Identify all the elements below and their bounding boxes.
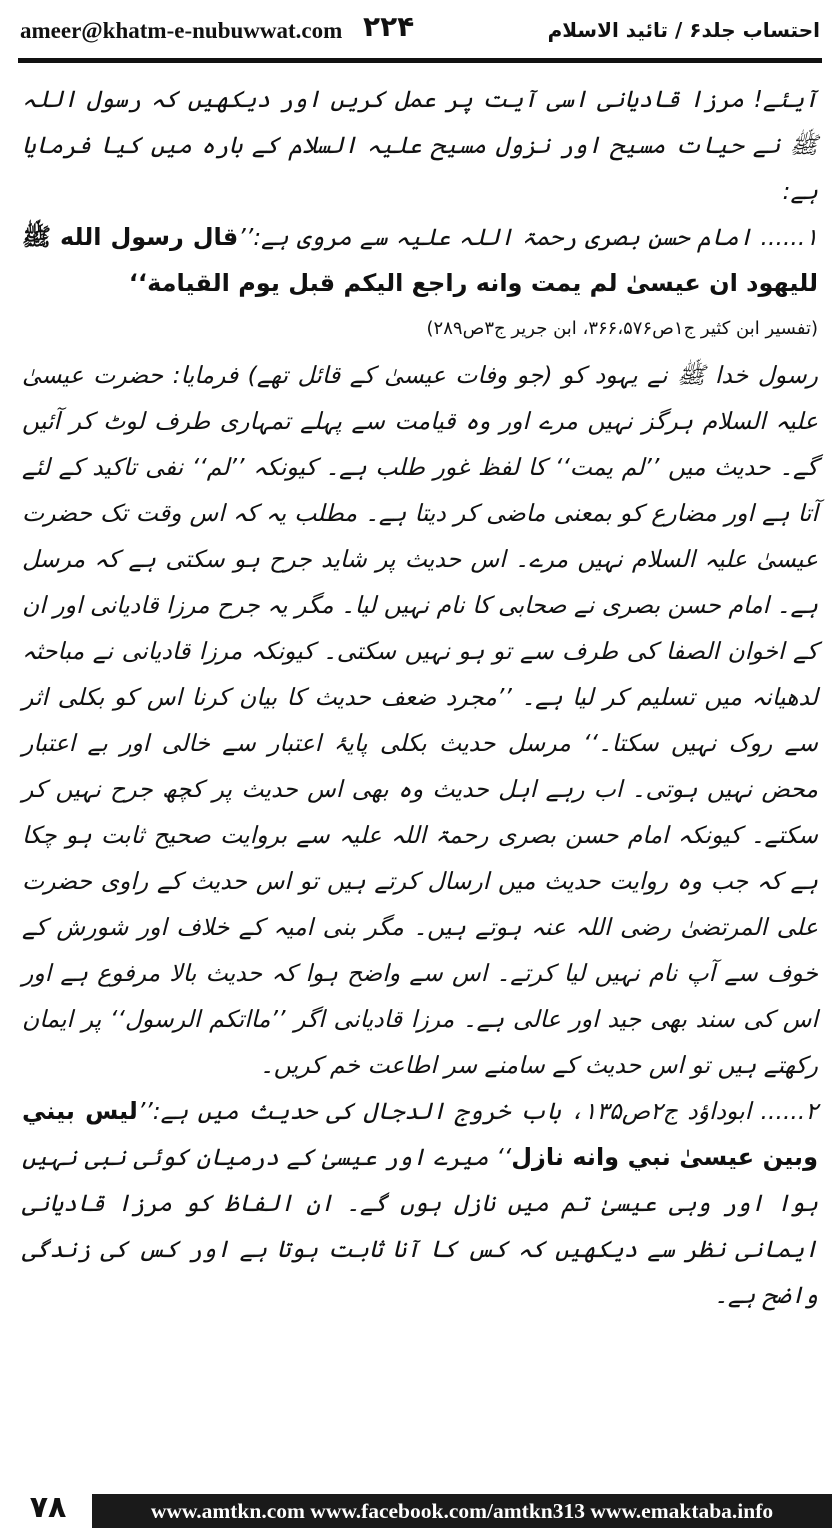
page-header (18, 10, 822, 56)
commentary-paragraph: رسول خدا ﷺ نے یہود کو (جو وفات عیسیٰ کے قائل تھے) فرمایا: حضرت عیسیٰ علیہ السلام ہرگز نہیں مرے اور وہ قیامت سے پہلے تمہاری طرف لوٹ کر آئیں گے۔ حدیث میں ’’لم یمت‘‘ کا لفظ غور طلب ہے۔ کیونکہ ’’لم‘‘ نفی تاکید کے لئے آتا ہے اور مضارع کو بمعنی ماضی کر دیتا ہے۔ مطلب یہ کہ اس وقت تک حضرت عیسیٰ علیہ السلام نہیں مرے۔ اس حدیث پر شاید جرح ہو سکتی ہے کہ مرسل ہے۔ امام حسن بصری نے صحابی کا نام نہیں لیا۔ مگر یہ جرح مرزا قادیانی اور ان کے اخوان الصفا کی طرف سے تو ہو نہیں سکتی۔ کیونکہ مرزا قادیانی نے مباحثہ لدھیانہ میں تسلیم کر لیا ہے۔ ’’مجرد ضعف حدیث کا بیان کرنا اس کو بکلی اثر سے روک نہیں سکتا۔‘‘ مرسل حدیث بکلی پایۂ اعتبار سے خالی اور بے اعتبار محض نہیں ہوتی۔ اب رہے اہل حدیث وہ بھی اس حدیث پر کچھ جرح نہیں کر سکتے۔ کیونکہ امام حسن بصری رحمۃ اللہ علیہ سے بروایت صحیح ثابت ہو چکا ہے کہ جب وہ روایت حدیث میں ارسال کرتے ہیں تو اس حدیث کے راوی حضرت علی المرتضیٰ رضی اللہ عنہ ہوتے ہیں۔ مگر بنی امیہ کے خلاف اور شورش کے خوف سے آپ نام نہیں لیا کرتے۔ اس سے واضح ہوا کہ حدیث بالا مرفوع ہے اور اس کی سند بھی جید اور عالی ہے۔ مرزا قادیانی اگر ’’مااتکم الرسول‘‘ پر ایمان رکھتے ہیں تو اس حدیث کے سامنے سر اطاعت خم کریں۔ (22, 361, 818, 1079)
hadith-2-arabic: ليس بيني وبين عيسىٰ نبي وانه نازل (22, 1097, 818, 1171)
reference-1: (تفسیر ابن کثیر ج۱ص۳۶۶،۵۷۶، ابن جریر ج۳ص۲۸۹) (426, 318, 818, 339)
intro-paragraph: آیئے! مرزا قادیانی اسی آیت پر عمل کریں اور دیکھیں کہ رسول اللہ ﷺ نے حیات مسیح اور نزول مسیح علیہ السلام کے بارہ میں کیا فرمایا ہے: (22, 85, 818, 205)
hadith-2 (22, 1088, 818, 1318)
header-book-title: احتساب جلد۶ / تائید الاسلام (547, 18, 820, 42)
header-email: ameer@khatm-e-nubuwwat.com (20, 18, 343, 43)
hadith-1 (22, 214, 818, 306)
hadith-1-arabic: قال رسول الله ﷺ لليهود ان عيسىٰ لم يمت وانه راجع اليكم قبل يوم القيامة (22, 223, 818, 297)
header-divider (18, 58, 822, 63)
page-footer (8, 1488, 832, 1534)
page-body (22, 76, 818, 1318)
hadith-1-label: ۱...... امام حسن بصری رحمۃ اللہ علیہ سے مروی ہے:’’ (238, 223, 819, 251)
header-page-number: ۲۲۴ (363, 10, 415, 43)
hadith-1-close: ‘‘ (128, 269, 148, 297)
footer-page-number: ۷۸ (29, 1490, 67, 1525)
hadith-2-label: ۲...... ابوداؤد ج۲ص۱۳۵، باب خروج الدجال کی حدیث میں ہے:’’ (137, 1097, 818, 1125)
footer-links: www.amtkn.com www.facebook.com/amtkn313 www.emaktaba.info (92, 1494, 832, 1528)
hadith-2-text: ‘‘ میرے اور عیسیٰ کے درمیان کوئی نبی نہیں ہوا اور وہی عیسیٰ تم میں نازل ہوں گے۔ ان الفاظ کو مرزا قادیانی ایمانی نظر سے دیکھیں کہ کس کا آنا ثابت ہوتا ہے اور کس کی زندگی واضح ہے۔ (22, 1143, 818, 1309)
